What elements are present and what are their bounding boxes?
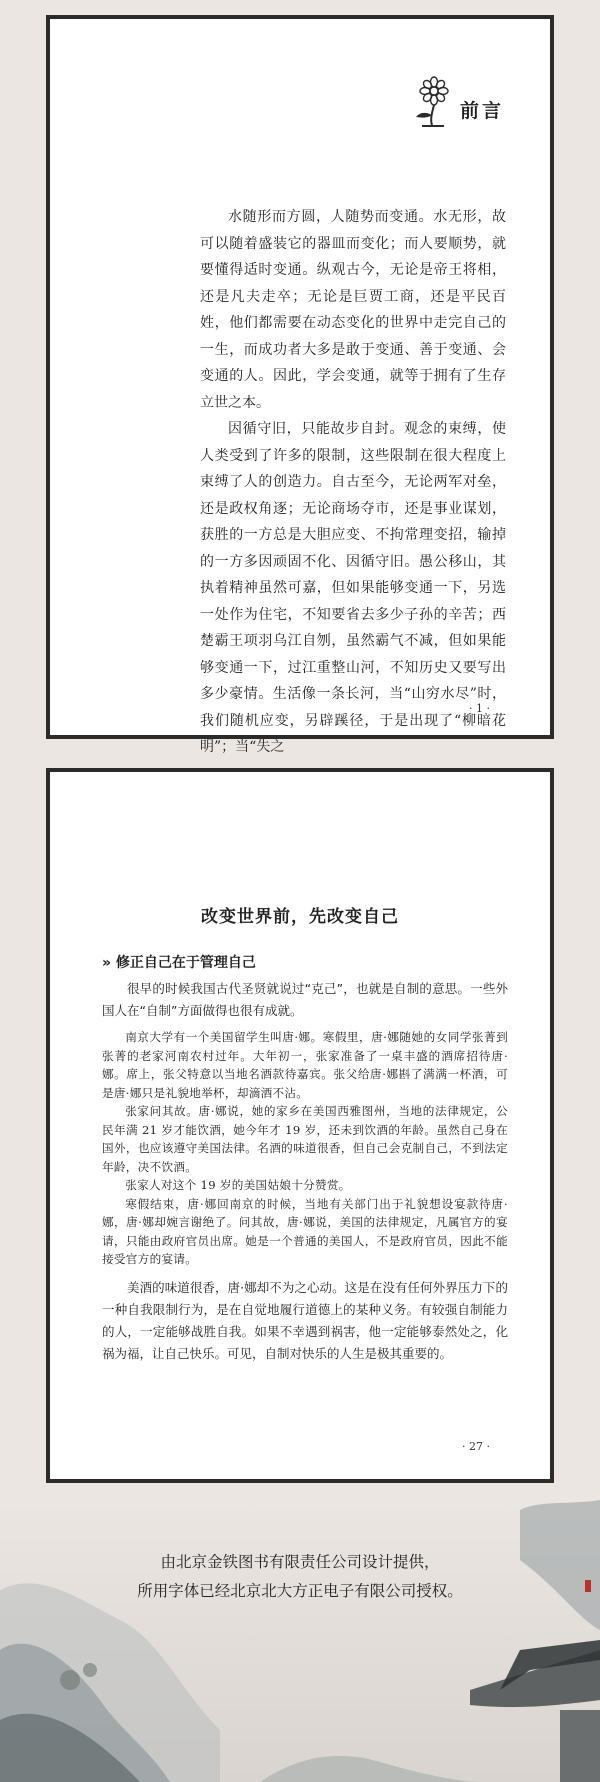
flower-ornament-icon xyxy=(410,75,454,129)
story-paragraph: 张家问其故。唐·娜说，她的家乡在美国西雅图州，当地的法律规定，公民年满 21 岁才能饮酒，她今年才 19 岁，还未到饮酒的年龄。虽然自己身在国外，也应该遵守美国法律。名酒的味道很香，但自己会克制自己，不到法定年龄，决不饮酒。 xyxy=(102,1104,508,1174)
section-title: » 修正自己在于管理自己 xyxy=(102,955,256,971)
story-block xyxy=(102,1028,508,1269)
closing-paragraph: 美酒的味道很香，唐·娜却不为之心动。这是在没有任何外界压力下的一种自我限制行为，是在自觉地履行道德上的某种义务。有较强自制能力的人，一定能够战胜自我。如果不幸遇到祸害，他一定能够泰然处之，化祸为福，让自己快乐。可见，自制对快乐的人生是极其重要的。 xyxy=(102,1279,508,1361)
story-paragraph: 南京大学有一个美国留学生叫唐·娜。寒假里，唐·娜随她的女同学张菁到张菁的老家河南农村过年。大年初一，张家准备了一桌丰盛的酒席招待唐·娜。席上，张父特意以当地名酒款待嘉宾。张父给唐·娜斟了满满一杯酒，可是唐·娜只是礼貌地举杯，却滴酒不沾。 xyxy=(102,1030,508,1100)
credit-line: 由北京金铁图书有限责任公司设计提供， xyxy=(160,1553,440,1571)
book-page-chapter xyxy=(46,768,554,1483)
preface-heading xyxy=(410,75,504,129)
preface-paragraph: 水随形而方圆，人随势而变通。水无形，故可以随着盛装它的器皿而变化；而人要顺势，就要懂得适时变通。纵观古今，无论是帝王将相，还是凡夫走卒；无论是巨贾工商，还是平民百姓，他们都需要在动态变化的世界中走完自己的一生，而成功者大多是敢于变通、善于变通、会变通的人。因此，学会变通，就等于拥有了生存立世之本。 xyxy=(200,209,506,411)
story-paragraph: 寒假结束，唐·娜回南京的时候，当地有关部门出于礼貌想设宴款待唐·娜，唐·娜却婉言谢绝了。问其故，唐·娜说，美国的法律规定，凡属官方的宴请，只能由政府官员出席。她是一个普通的美国人，不是政府官员，因此不能接受官方的宴请。 xyxy=(102,1196,508,1266)
page-number: · 27 · xyxy=(462,1440,490,1453)
intro-paragraph: 很早的时候我国古代圣贤就说过“克己”，也就是自制的意思。一些外国人在“自制”方面做得也很有成就。 xyxy=(102,981,508,1018)
section-body xyxy=(102,978,508,1371)
story-paragraph: 张家人对这个 19 岁的美国姑娘十分赞赏。 xyxy=(125,1178,351,1192)
landscape-illustration xyxy=(0,1500,600,1782)
chapter-title: 改变世界前，先改变自己 xyxy=(201,907,399,927)
credit-text xyxy=(0,1548,600,1606)
book-page-preface xyxy=(46,15,554,755)
preface-body xyxy=(200,204,506,761)
preface-title: 前言 xyxy=(459,100,504,122)
credit-line: 所用字体已经北京北大方正电子有限公司授权。 xyxy=(137,1582,463,1600)
preface-paragraph: 因循守旧，只能故步自封。观念的束缚，使人类受到了许多的限制，这些限制在很大程度上束缚了人的创造力。自古至今，无论两军对垒，还是政权角逐；无论商场夺市，还是事业谋划，获胜的一方总是大胆应变、不拘常理变招，输掉的一方多因顽固不化、因循守旧。愚公移山，其执着精神虽然可嘉，但如果能够变通一下，另选一处作为住宅，不知要省去多少子孙的辛苦；西楚霸王项羽乌江自刎，虽然霸气不减，但如果能够变通一下，过江重整山河，不知历史又要写出多少豪情。生活像一条长河，当“山穷水尽”时，我们随机应变，另辟蹊径，于是出现了“柳暗花明”；当“失之 xyxy=(200,421,506,755)
page-number: · 1 · xyxy=(469,702,490,715)
